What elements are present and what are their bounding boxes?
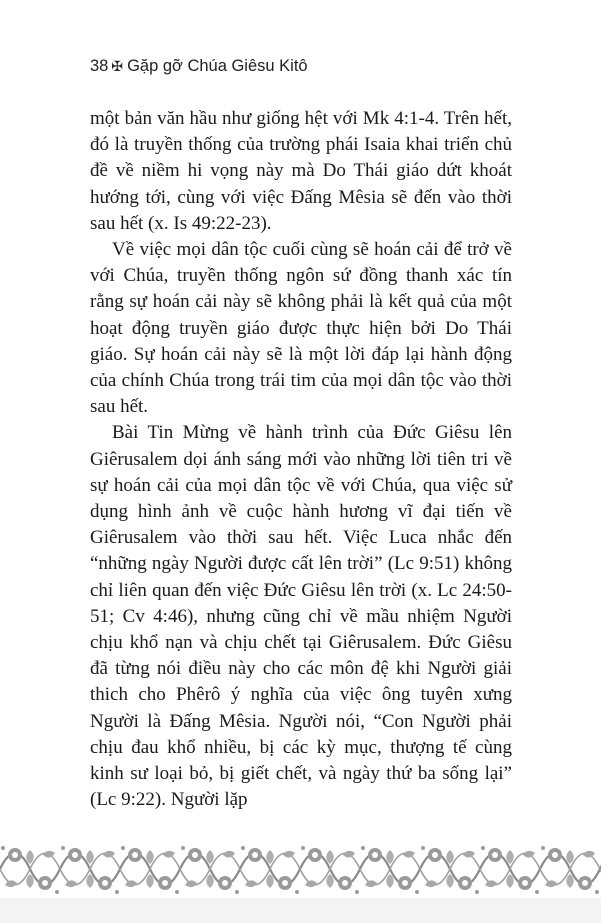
body-text [90,106,512,813]
paragraph-2: Về việc mọi dân tộc cuối cùng sẽ hoán cải để trở về với Chúa, truyền thống ngôn sứ đồng thanh xác tín rằng sự hoán cải này sẽ không phải là kết quả của một hoạt động truyền giáo được thực hiện bởi Do Thái giáo. Sự hoán cải này sẽ là một lời đáp lại hành động của chính Chúa trong trái tim của mọi dân tộc vào thời sau hết. [90,239,512,418]
running-header [90,57,308,76]
page-bottom-margin [0,898,601,923]
floral-border-ornament-icon [0,840,601,898]
paragraph-3: Bài Tin Mừng về hành trình của Đức Giêsu lên Giêrusalem dọi ánh sáng mới vào những lời tiên tri về sự hoán cải của mọi dân tộc về với Chúa, qua việc sử dụng hình ảnh về cuộc hành hương vĩ đại tiến về Giêrusalem vào thời sau hết. Việc Luca nhắc đến “những ngày Người được cất lên trời” (Lc 9:51) không chỉ liên quan đến việc Đức Giêsu lên trời (x. Lc 24:50-51; Cv 4:46), nhưng cũng chỉ về mầu nhiệm Người chịu khổ nạn và chịu chết tại Giêrusalem. Đức Giêsu đã từng nói điều này cho các môn đệ khi Người giải thich cho Phêrô ý nghĩa của việc ông tuyên xưng Người là Đấng Mêsia. Người nói, “Con Người phải chịu đau khổ nhiều, bị các kỳ mục, thượng tế cùng kinh sư loại bỏ, bị giết chết, và ngày thứ ba sống lại” (Lc 9:22). Người lặp [90,422,512,811]
page-number: 38 [90,57,109,75]
paragraph-1: một bản văn hầu như giống hệt với Mk 4:1-4. Trên hết, đó là truyền thống của trường phái Isaia khai triển chủ đề về niềm hi vọng này mà Do Thái giáo dứt khoát hướng tới, cùng với việc Đấng Mêsia sẽ đến vào thời sau hết (x. Is 49:22-23). [90,108,512,234]
maltese-cross-icon: ✠ [111,58,124,74]
book-title: Gặp gỡ Chúa Giêsu Kitô [127,57,308,75]
